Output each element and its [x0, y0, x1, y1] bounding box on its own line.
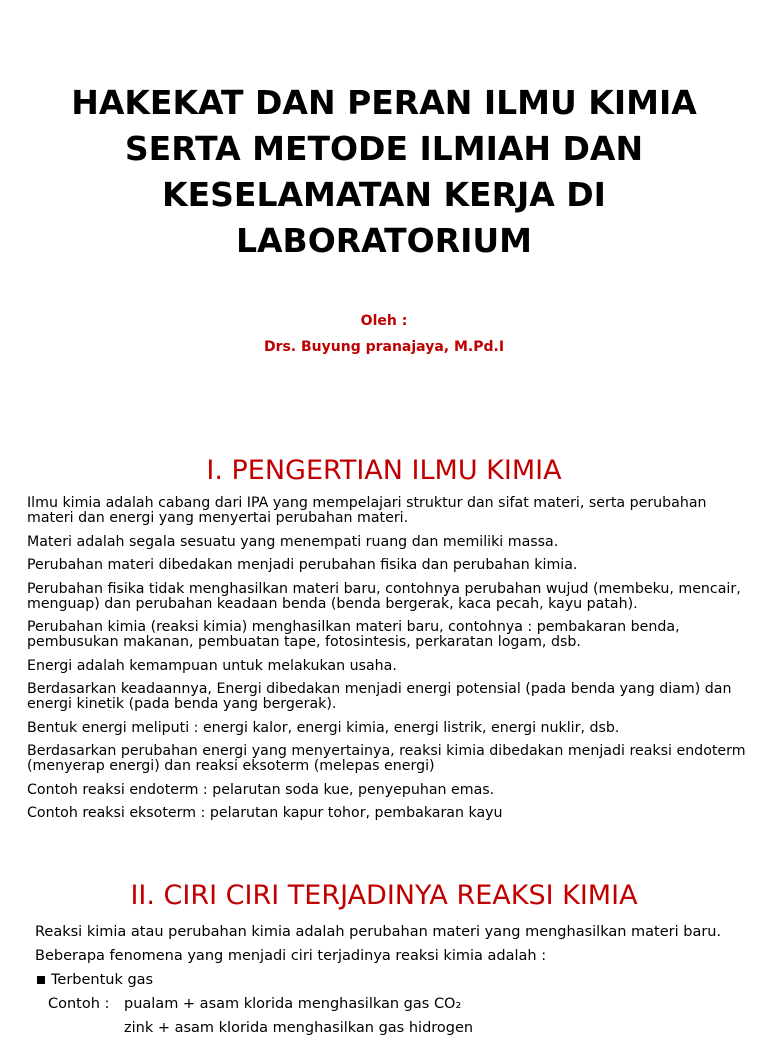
- example-text: pualam + asam klorida menghasilkan gas CO₂: [124, 996, 462, 1012]
- paragraph: Berdasarkan perubahan energi yang menyertainya, reaksi kimia dibedakan menjadi reaksi endoterm (menyerap energi) dan reaksi eksoterm (melepas energi): [27, 743, 746, 774]
- paragraph: Ilmu kimia adalah cabang dari IPA yang mempelajari struktur dan sifat materi, serta perubahan materi dan energi yang menyertai perubahan materi.: [27, 495, 707, 526]
- example-label: Contoh :: [48, 996, 110, 1012]
- paragraph: Materi adalah segala sesuatu yang menempati ruang dan memiliki massa.: [27, 533, 559, 550]
- paragraph: Contoh reaksi eksoterm : pelarutan kapur tohor, pembakaran kayu: [27, 805, 503, 821]
- slide-title: HAKEKAT DAN PERAN ILMU KIMIA SERTA METODE ILMIAH DAN KESELAMATAN KERJA DI LABORATORIUM: [71, 83, 697, 260]
- bullet-item: [35, 968, 755, 992]
- example-text: zink + asam klorida menghasilkan gas hidrogen: [124, 1020, 474, 1036]
- section-1-heading: I. PENGERTIAN ILMU KIMIA: [206, 455, 562, 486]
- section-2-heading: II. CIRI CIRI TERJADINYA REAKSI KIMIA: [130, 880, 638, 911]
- section-2-body: [35, 920, 755, 1040]
- paragraph: Perubahan kimia (reaksi kimia) menghasilkan materi baru, contohnya : pembakaran benda, pembusukan makanan, pembuatan tape, fotosintesis, perkaratan logam, dsb.: [27, 619, 680, 650]
- paragraph: Berdasarkan keadaannya, Energi dibedakan menjadi energi potensial (pada benda yang diam) dan energi kinetik (pada benda yang bergerak).: [27, 681, 732, 712]
- section-2-intro: Reaksi kimia atau perubahan kimia adalah perubahan materi yang menghasilkan materi baru. Beberapa fenomena yang menjadi ciri terjadinya reaksi kimia adalah :: [35, 924, 722, 964]
- example-row: [48, 1016, 755, 1040]
- author-by-label: Oleh :: [360, 313, 408, 329]
- section-1-paragraphs: [27, 496, 757, 830]
- paragraph: Contoh reaksi endoterm : pelarutan soda kue, penyepuhan emas.: [27, 781, 495, 798]
- bullet-text: Terbentuk gas: [51, 972, 154, 988]
- author-block: [0, 313, 768, 355]
- paragraph: Perubahan materi dibedakan menjadi perubahan fisika dan perubahan kimia.: [27, 557, 578, 573]
- author-name: Drs. Buyung pranajaya, M.Pd.I: [263, 339, 505, 355]
- paragraph: Energi adalah kemampuan untuk melakukan usaha.: [27, 657, 397, 674]
- square-bullet-icon: [37, 976, 45, 984]
- paragraph: Perubahan fisika tidak menghasilkan materi baru, contohnya perubahan wujud (membeku, mencair, menguap) dan perubahan keadaan benda (benda bergerak, kaca pecah, kayu patah).: [27, 580, 741, 612]
- paragraph: Bentuk energi meliputi : energi kalor, energi kimia, energi listrik, energi nuklir, dsb.: [27, 719, 620, 736]
- example-row: [48, 992, 755, 1016]
